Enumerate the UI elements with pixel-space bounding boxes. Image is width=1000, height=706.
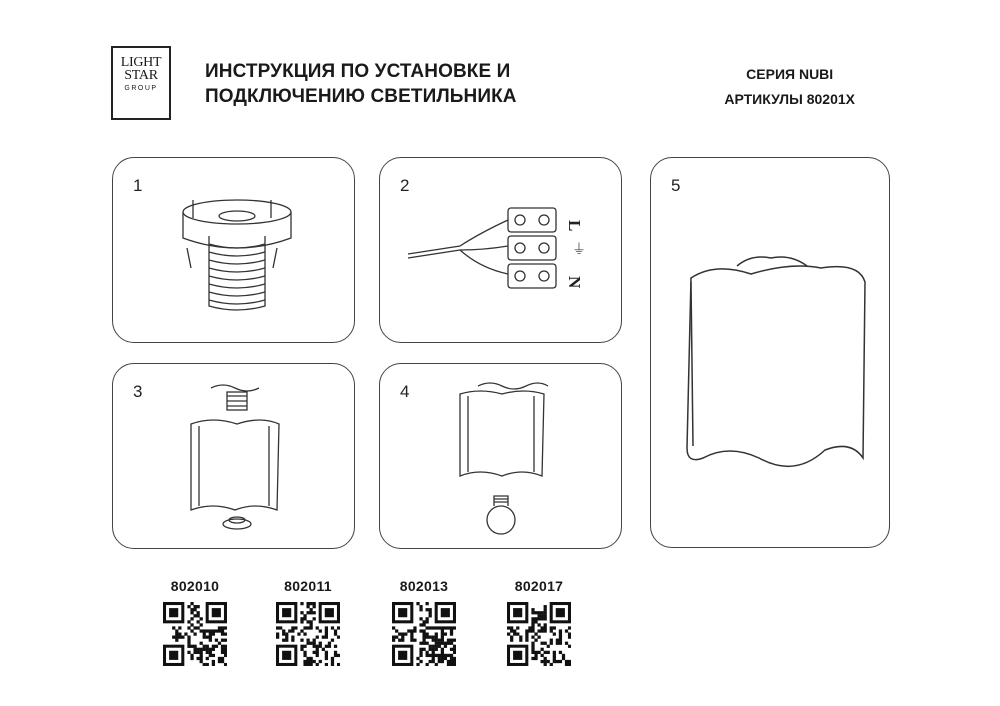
lightstar-logo <box>111 46 171 120</box>
terminal-label-ground: ⏚ <box>572 242 586 258</box>
shade-attach-illustration <box>113 364 356 550</box>
step-3-number: 3 <box>133 382 143 401</box>
article-range: АРТИКУЛЫ 80201X <box>724 91 855 107</box>
step-4-panel <box>379 363 622 549</box>
qr-code-icon <box>507 602 571 666</box>
series-info <box>724 62 855 112</box>
step-1-number: 1 <box>133 176 143 195</box>
article-code: 802010 <box>170 578 220 594</box>
step-5-panel <box>650 157 890 548</box>
logo-line-1: LIGHT <box>120 55 162 70</box>
title-line-2: ПОДКЛЮЧЕНИЮ СВЕТИЛЬНИКА <box>205 86 517 107</box>
step-5-number: 5 <box>671 176 681 195</box>
terminal-label-neutral: N <box>565 276 584 289</box>
step-3-panel <box>112 363 355 549</box>
bulb-install-illustration <box>380 364 623 550</box>
series-name: СЕРИЯ NUBI <box>746 66 834 82</box>
logo-line-3: GROUP <box>124 85 158 92</box>
assembled-lamp-illustration <box>651 158 891 549</box>
qr-code-icon <box>276 602 340 666</box>
article-code: 802017 <box>514 578 564 594</box>
terminal-block-illustration <box>380 158 623 344</box>
logo-line-2: STAR <box>124 68 158 83</box>
terminal-label-live: L <box>565 220 584 232</box>
step-2-number: 2 <box>400 176 410 195</box>
qr-code-icon <box>163 602 227 666</box>
qr-802010[interactable] <box>163 578 227 666</box>
qr-802013[interactable] <box>392 578 456 666</box>
qr-802011[interactable] <box>276 578 340 666</box>
title-line-1: ИНСТРУКЦИЯ ПО УСТАНОВКЕ И <box>205 61 511 82</box>
qr-802017[interactable] <box>507 578 571 666</box>
document-title <box>205 59 517 109</box>
step-1-panel <box>112 157 355 343</box>
step-2-panel <box>379 157 622 343</box>
step-4-number: 4 <box>400 382 410 401</box>
article-code: 802013 <box>399 578 449 594</box>
ceiling-plate-illustration <box>113 158 356 344</box>
qr-code-icon <box>392 602 456 666</box>
article-code: 802011 <box>284 578 332 594</box>
